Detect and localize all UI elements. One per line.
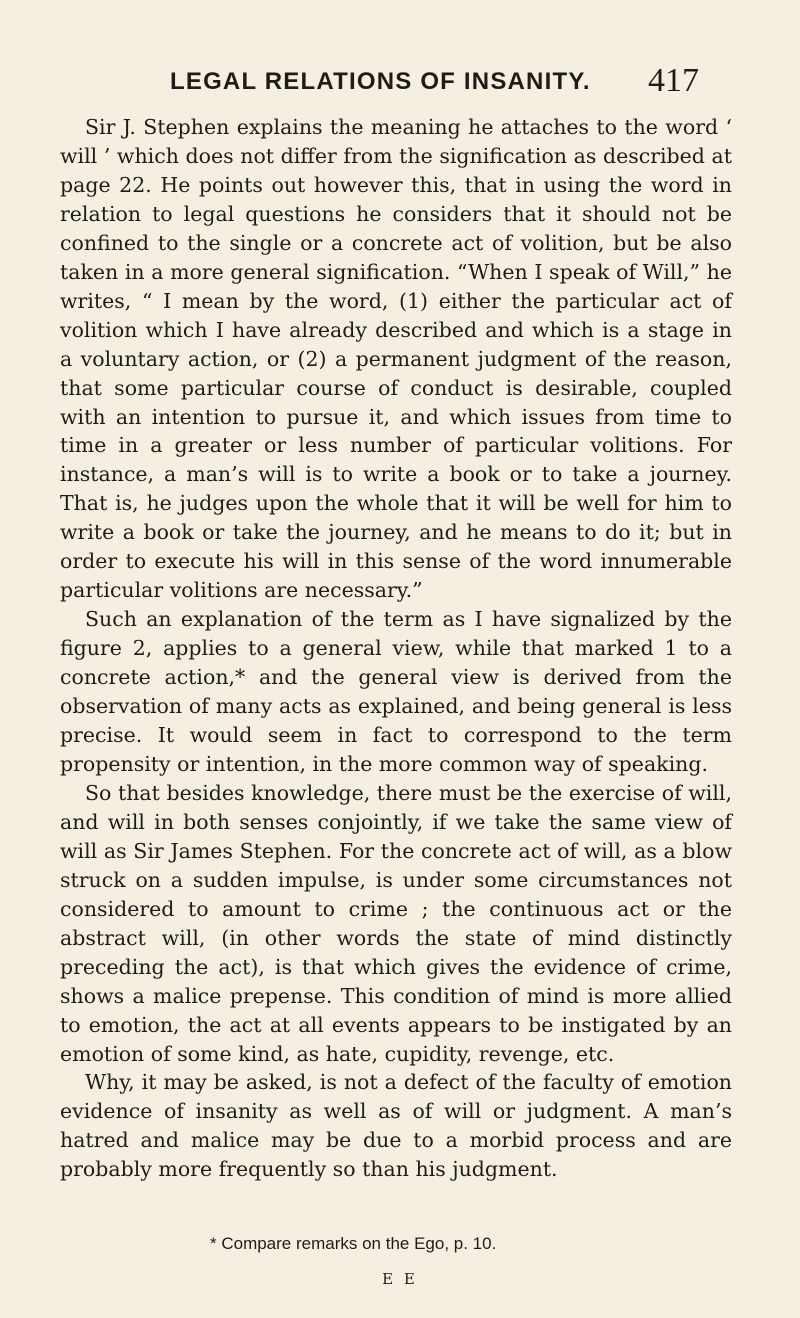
- paragraph-knowledge-will: So that besides knowledge, there must be the exercise of will, and will in both senses conjointly, if we take the same view of will as Sir James Stephen. For the concrete act of will, as a blow struck on a sudden impulse, is under some circumstances not considered to amount to crime ; the continuous act or the abstract will, (in other words the state of mind distinctly preceding the act), is that which gives the evidence of crime, shows a malice prepense. This condition of mind is more allied to emotion, the act at all events appears to be instigated by an emotion of some kind, as hate, cupidity, revenge, etc.: [60, 780, 732, 1066]
- paragraph-stephen-will: Sir J. Stephen explains the meaning he attaches to the word ‘ will ’ which does not differ from the signification as described at page 22. He points out however this, that in using the word in relation to legal questions he considers that it should not be confined to the single or a concrete act of volition, but be also taken in a more general signification. “When I speak of Will,” he writes, “ I mean by the word, (1) either the particular act of volition which I have already described and which is a stage in a voluntary action, or (2) a permanent judgment of the reason, that some particular course of conduct is desirable, coupled with an intention to pursue it, and which issues from time to time in a greater or less number of particular volitions. For instance, a man’s will is to write a book or to take a journey. That is, he judges upon the whole that it will be well for him to write a book or take the journey, and he means to do it; but in order to execute his will in this sense of the word innumerable particular volitions are necessary.”: [60, 115, 732, 603]
- paragraph-explanation: Such an explanation of the term as I have signalized by the figure 2, applies to a general view, while that marked 1 to a concrete action,* and the general view is derived from the observation of many acts as explained, and being general is less precise. It would seem in fact to correspond to the term propensity or intention, in the more common way of speaking.: [60, 607, 732, 776]
- signature-mark: E E: [382, 1270, 418, 1288]
- running-head: [0, 62, 800, 102]
- running-title: LEGAL RELATIONS OF INSANITY.: [170, 68, 591, 95]
- footnote: * Compare remarks on the Ego, p. 10.: [210, 1234, 497, 1253]
- paragraph-emotion: Why, it may be asked, is not a defect of the faculty of emotion evidence of insanity as well as of will or judgment. A man’s hatred and malice may be due to a morbid process and are probably more frequently so than his judgment.: [60, 1070, 732, 1182]
- body-text: [60, 113, 732, 1184]
- page-number: 417: [648, 62, 699, 99]
